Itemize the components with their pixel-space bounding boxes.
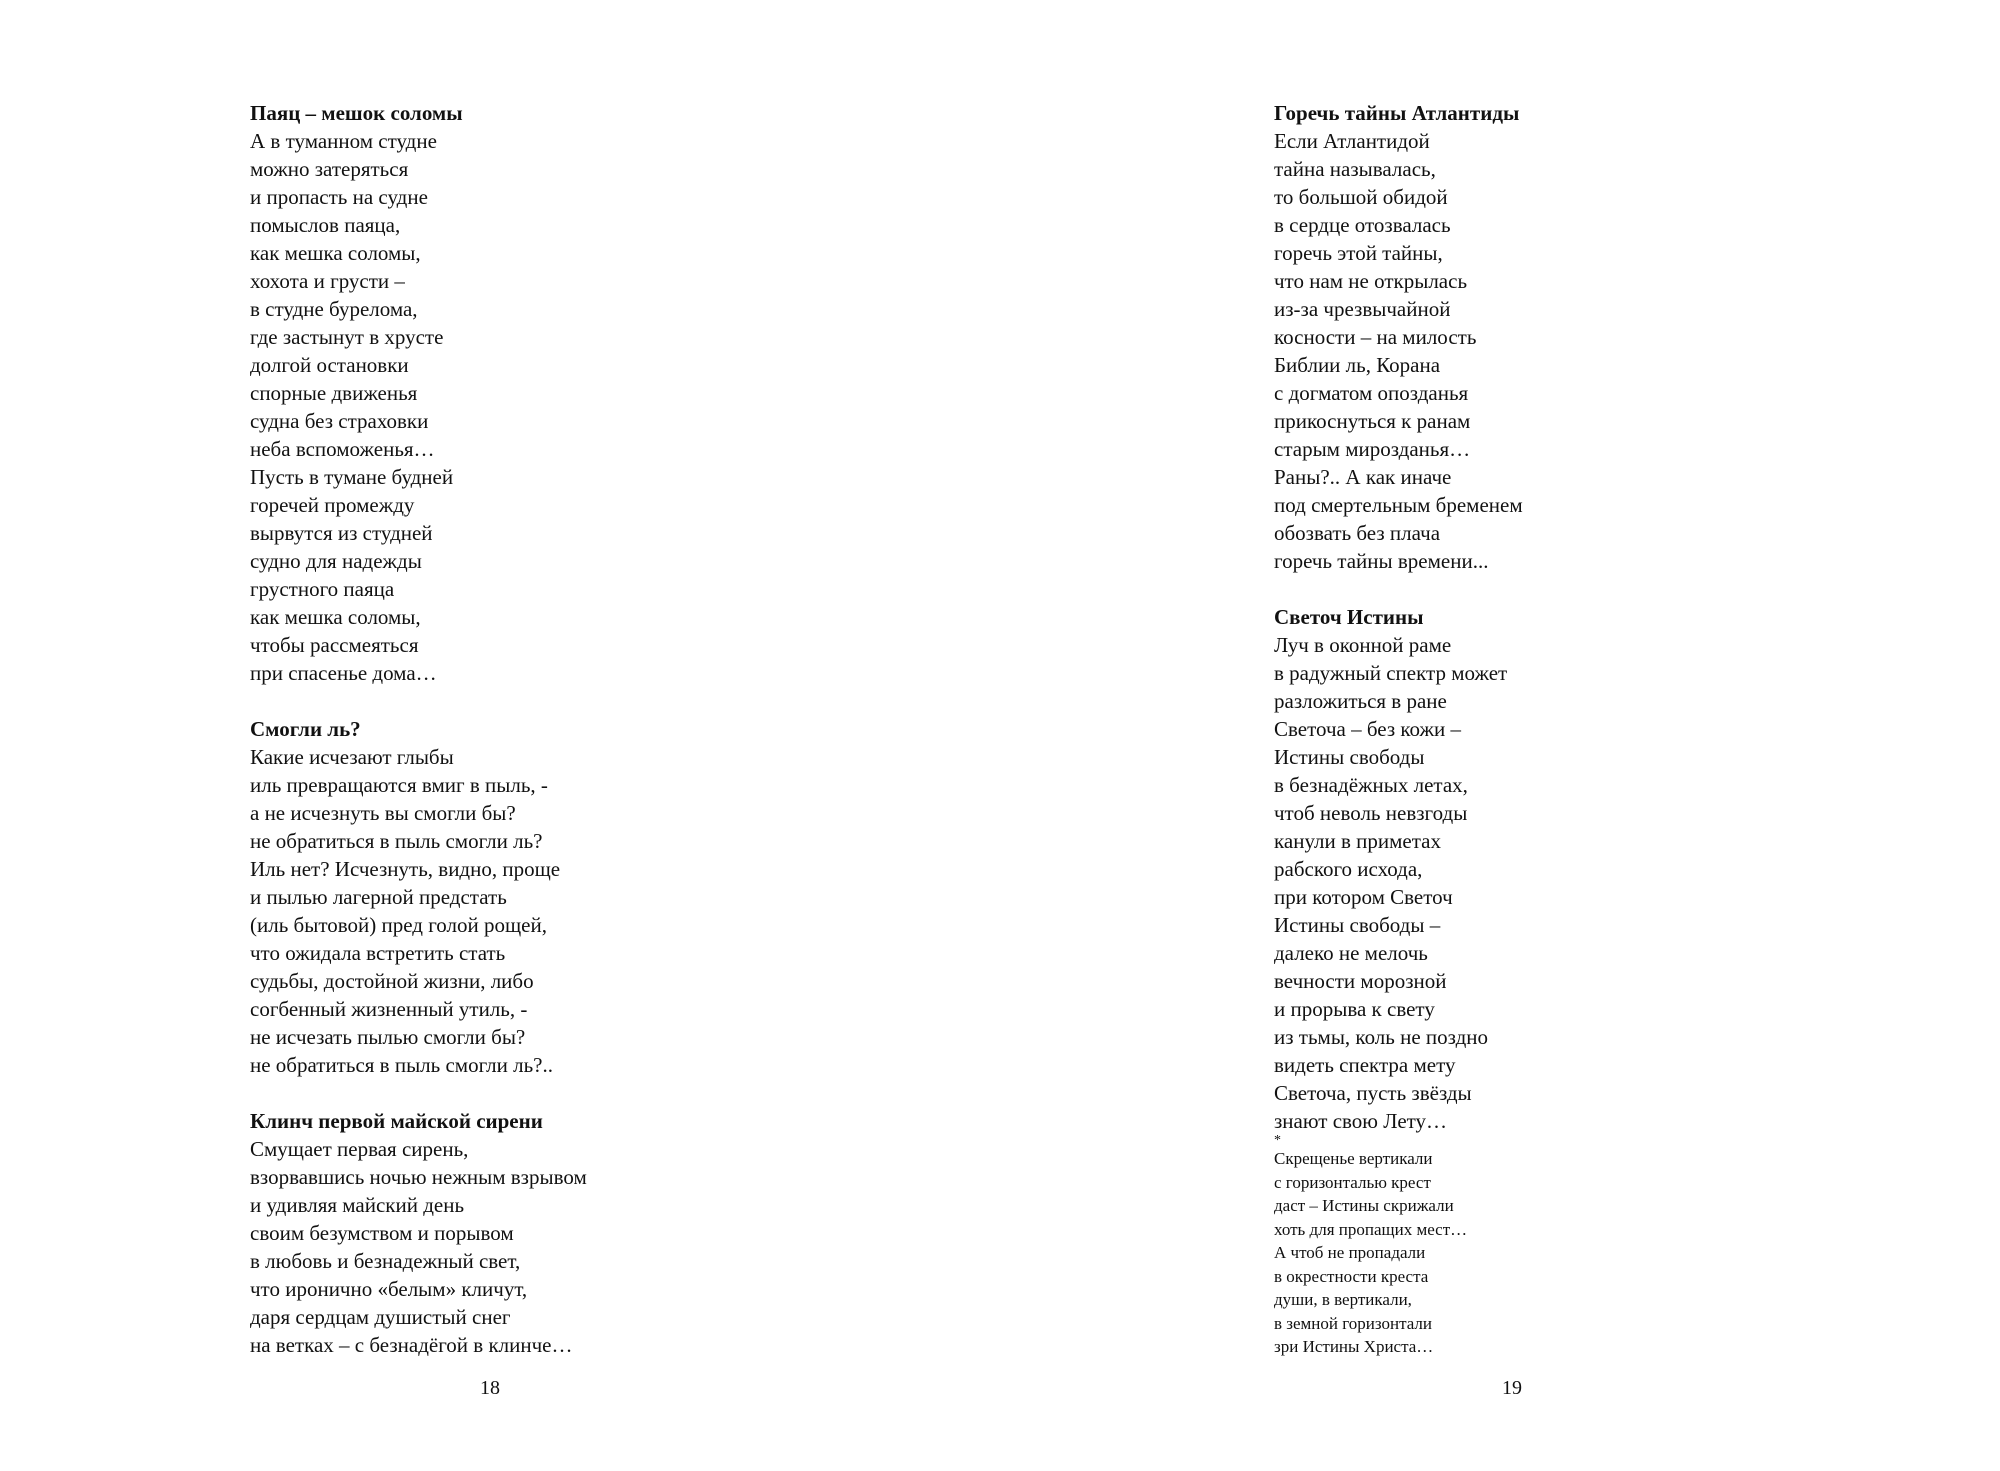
poem-line: души, в вертикали, [1274,1290,1412,1309]
poem-line: из-за чрезвычайной [1274,297,1451,321]
poem-line: в любовь и безнадежный свет, [250,1249,521,1273]
poem-line: даст – Истины скрижали [1274,1196,1454,1215]
poem-line: тайна называлась, [1274,157,1436,181]
poem-line: можно затеряться [250,157,409,181]
poem-line: хохота и грусти – [250,269,405,293]
poem-line: в студне бурелома, [250,297,418,321]
poem-lines-small [1274,1147,1523,1359]
poem-line: на ветках – с безнадёгой в клинче… [250,1333,573,1357]
poem-line: Пусть в тумане будней [250,465,454,489]
poem-line: что нам не открылась [1274,269,1468,293]
poem-line: Если Атлантидой [1274,129,1430,153]
poem-line: Светоча, пусть звёзды [1274,1081,1472,1105]
poem-line: Скрещенье вертикали [1274,1149,1433,1168]
poem-lines [1274,127,1523,575]
poem-line: разложиться в ране [1274,689,1447,713]
poem-line: из тьмы, коль не поздно [1274,1025,1488,1049]
poem-line: и удивляя майский день [250,1193,465,1217]
page-number: 18 [480,1377,500,1399]
poem-line: старым мирозданья… [1274,437,1471,461]
poem-lines [250,1135,587,1359]
poem-line: что иронично «белым» кличут, [250,1277,528,1301]
poem-line: что ожидала встретить стать [250,941,506,965]
poem-line: под смертельным бременем [1274,493,1523,517]
poem-lines [1274,631,1523,1135]
poem-line: (иль бытовой) пред голой рощей, [250,913,547,937]
poem-line: как мешка соломы, [250,605,421,629]
poem-line: рабского исхода, [1274,857,1423,881]
poem-line: Светоча – без кожи – [1274,717,1462,741]
poem-line: в сердце отозвалась [1274,213,1451,237]
poem-line: горечей промежду [250,493,415,517]
poem-lines [250,127,587,687]
poem-line: и пылью лагерной предстать [250,885,507,909]
poem [1274,603,1523,1359]
poem-line: канули в приметах [1274,829,1441,853]
poem-line: Раны?.. А как иначе [1274,465,1452,489]
poem-line: Луч в оконной раме [1274,633,1452,657]
poem-line: судно для надежды [250,549,422,573]
poem-line: иль превращаются вмиг в пыль, - [250,773,548,797]
poem-line: то большой обидой [1274,185,1448,209]
right-column [1274,99,1523,1387]
poem-line: в безнадёжных летах, [1274,773,1468,797]
poem-line: видеть спектра мету [1274,1053,1456,1077]
poem-line: и пропасть на судне [250,185,428,209]
poem-line: чтоб неволь невзгоды [1274,801,1468,825]
poem [250,99,587,687]
left-column [250,99,587,1387]
poem-line: в радужный спектр может [1274,661,1508,685]
poem-line: хоть для пропащих мест… [1274,1219,1468,1239]
poem-line: неба вспоможенья… [250,437,435,461]
poem-line: вырвутся из студней [250,521,433,545]
poem-line: согбенный жизненный утиль, - [250,997,528,1021]
poem-line: и прорыва к свету [1274,997,1435,1021]
poem-line: Библии ль, Корана [1274,353,1441,377]
poem-line: чтобы рассмеяться [250,633,419,657]
poem-line: грустного паяца [250,577,395,601]
poem-line: с горизонталью крест [1274,1172,1431,1192]
poem-title: Паяц – мешок соломы [250,101,463,125]
poem-line: А в туманном студне [250,129,437,153]
poem-lines [250,743,587,1079]
poem-line: долгой остановки [250,353,409,377]
poem-title: Светоч Истины [1274,605,1424,629]
poem-line: не обратиться в пыль смогли ль?.. [250,1053,553,1077]
poem-line: где застынут в хрусте [250,325,444,349]
poem-line: а не исчезнуть вы смогли бы? [250,801,516,825]
poem-line: Смущает первая сирень, [250,1137,469,1161]
poem-line: Иль нет? Исчезнуть, видно, проще [250,857,561,881]
poem-line: даря сердцам душистый снег [250,1305,511,1329]
poem-line: не обратиться в пыль смогли ль? [250,829,543,853]
poem-line: в земной горизонтали [1274,1313,1433,1333]
poem-line: Истины свободы [1274,745,1425,769]
poem-line: взорвавшись ночью нежным взрывом [250,1165,587,1189]
poem-line: как мешка соломы, [250,241,421,265]
poem-line: с догматом опозданья [1274,381,1469,405]
poem-line: при спасенье дома… [250,661,437,685]
stanza-separator: * [1274,1133,1281,1148]
poem-line: не исчезать пылью смогли бы? [250,1025,526,1049]
poem-line: прикоснуться к ранам [1274,409,1471,433]
poem-line: в окрестности креста [1274,1266,1429,1286]
poem-line: обозвать без плача [1274,521,1441,545]
poem-line: Какие исчезают глыбы [250,745,454,769]
poem-line: косности – на милость [1274,325,1477,349]
poem-line: судьбы, достойной жизни, либо [250,969,534,993]
poem [250,715,587,1079]
poem [250,1107,587,1359]
poem-line: своим безумством и порывом [250,1221,514,1245]
poem-title: Горечь тайны Атлантиды [1274,101,1520,125]
poem-line: помыслов паяца, [250,213,401,237]
poem-title: Клинч первой майской сирени [250,1109,543,1133]
poem-line: вечности морозной [1274,969,1447,993]
poem-line: далеко не мелочь [1274,941,1428,965]
poem-line: зри Истины Христа… [1274,1337,1434,1356]
poem-line: знают свою Лету… [1274,1109,1448,1133]
poem-line: горечь тайны времени... [1274,549,1489,573]
poem-line: спорные движенья [250,381,418,405]
poem-line: судна без страховки [250,409,429,433]
poem-line: горечь этой тайны, [1274,241,1443,265]
poem-title: Смогли ль? [250,717,361,741]
poem-line: А чтоб не пропадали [1274,1243,1426,1262]
poem [1274,99,1523,575]
poem-line: Истины свободы – [1274,913,1441,937]
poem-line: при котором Светоч [1274,885,1453,909]
right-page [1000,0,2000,1471]
page-number: 19 [1502,1377,1522,1399]
